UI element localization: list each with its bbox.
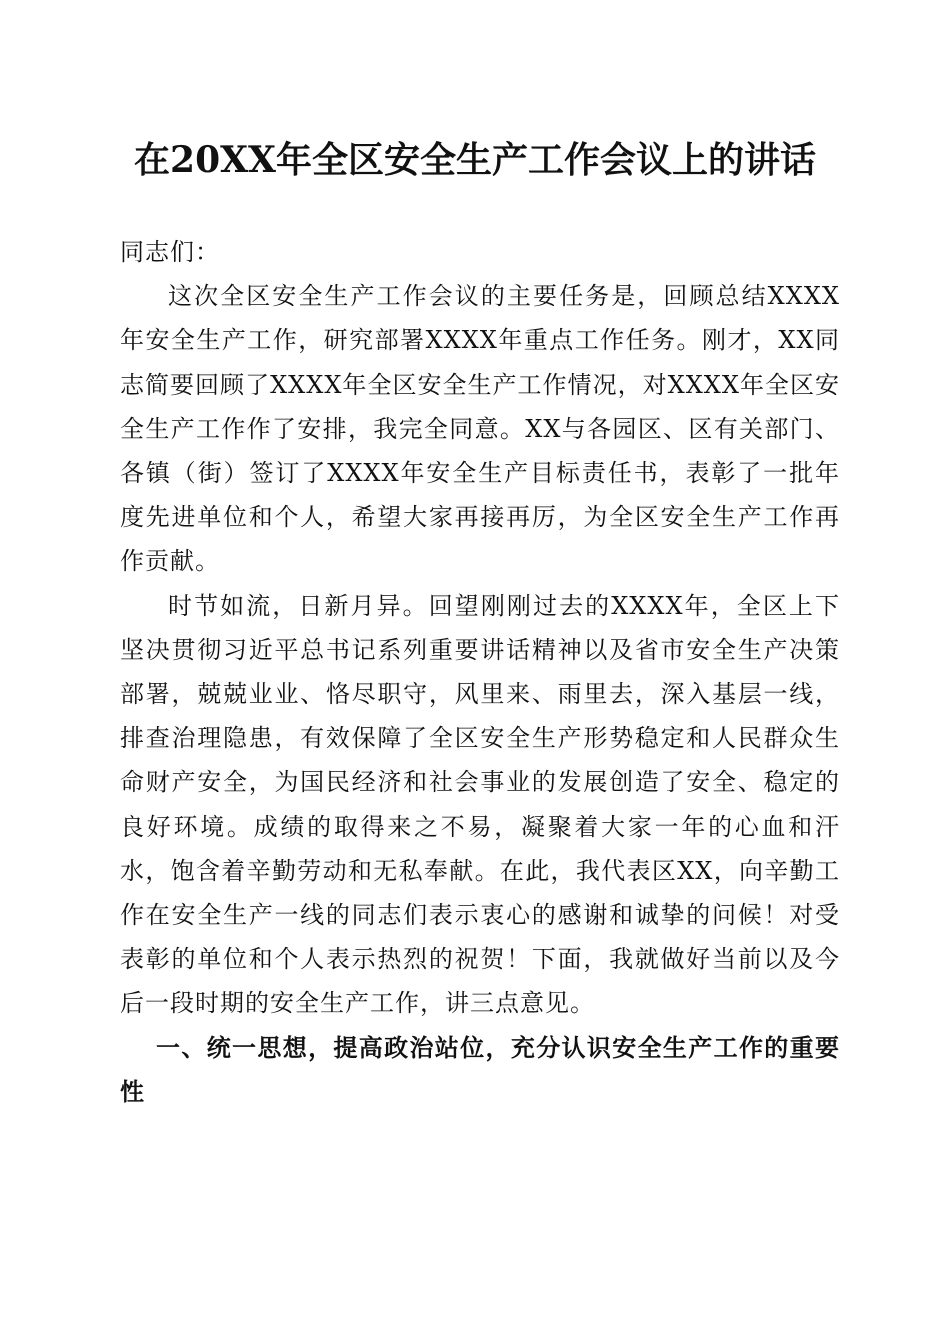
document-body (120, 230, 840, 1114)
paragraph-opening: 这次全区安全生产工作会议的主要任务是，回顾总结XXXX年安全生产工作，研究部署XXXX年重点工作任务。刚才，XX同志简要回顾了XXXX年全区安全生产工作情况，对XXXX年全区安全生产工作作了安排，我完全同意。XX与各园区、区有关部门、各镇（街）签订了XXXX年安全生产目标责任书，表彰了一批年度先进单位和个人，希望大家再接再厉，为全区安全生产工作再作贡献。 (120, 282, 840, 576)
paragraph-review: 时节如流，日新月异。回望刚刚过去的XXXX年，全区上下坚决贯彻习近平总书记系列重要讲话精神以及省市安全生产决策部署，兢兢业业、恪尽职守，风里来、雨里去，深入基层一线，排查治理隐患，有效保障了全区安全生产形势稳定和人民群众生命财产安全，为国民经济和社会事业的发展创造了安全、稳定的良好环境。成绩的取得来之不易，凝聚着大家一年的心血和汗水，饱含着辛勤劳动和无私奉献。在此，我代表区XX，向辛勤工作在安全生产一线的同志们表示衷心的感谢和诚挚的问候！对受表彰的单位和个人表示热烈的祝贺！下面，我就做好当前以及今后一段时期的安全生产工作，讲三点意见。 (120, 591, 840, 1018)
salutation: 同志们： (120, 238, 220, 266)
document-title: 在20XX年全区安全生产工作会议上的讲话 (134, 139, 816, 181)
section-heading: 一、统一思想，提高政治站位，充分认识安全生产工作的重要性 (120, 1033, 840, 1106)
